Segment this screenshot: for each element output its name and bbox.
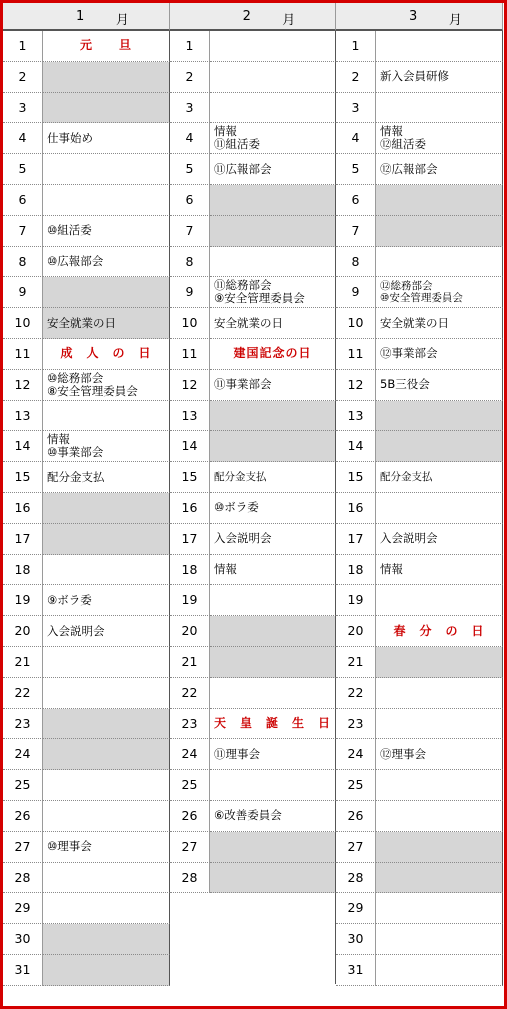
event-text: ⑧安全管理委員会 <box>47 383 138 398</box>
event-cell[interactable] <box>210 216 336 247</box>
event-cell[interactable] <box>376 709 503 740</box>
event-text: 情報 <box>380 124 403 139</box>
day-number: 5 <box>170 154 210 185</box>
event-text: ⑩ボラ委 <box>214 500 259 515</box>
day-number: 20 <box>170 616 210 647</box>
event-text: 情報 <box>47 432 70 447</box>
event-text: ⑥改善委員会 <box>214 808 282 823</box>
event-cell[interactable] <box>376 462 503 493</box>
event-cell[interactable] <box>376 893 503 924</box>
day-number: 19 <box>336 585 376 616</box>
day-number: 5 <box>336 154 376 185</box>
event-text: ⑩安全管理委員会 <box>380 292 463 305</box>
day-number: 27 <box>170 832 210 863</box>
event-text: 配分金支払 <box>47 469 105 484</box>
day-number: 9 <box>3 277 43 308</box>
event-text: 安全就業の日 <box>214 315 283 330</box>
event-cell[interactable] <box>376 955 503 986</box>
day-number: 30 <box>336 924 376 955</box>
event-cell[interactable] <box>43 863 170 894</box>
month-label: 月 <box>282 13 296 28</box>
event-cell[interactable] <box>210 678 336 709</box>
day-number: 22 <box>3 678 43 709</box>
event-cell[interactable] <box>43 462 170 493</box>
event-text: 配分金支払 <box>214 471 267 484</box>
day-number: 18 <box>3 555 43 586</box>
event-cell[interactable] <box>210 401 336 432</box>
event-text: ⑩組活委 <box>47 223 92 238</box>
event-cell[interactable] <box>376 339 503 370</box>
event-cell[interactable] <box>43 185 170 216</box>
event-cell[interactable] <box>376 431 503 462</box>
event-cell[interactable] <box>43 678 170 709</box>
event-cell[interactable] <box>210 93 336 124</box>
event-text: ⑫事業部会 <box>380 346 438 361</box>
day-number: 7 <box>3 216 43 247</box>
event-text: 安全就業の日 <box>380 315 449 330</box>
month-header-3 <box>336 3 503 31</box>
holiday-label: 建国記念の日 <box>233 346 312 361</box>
event-cell[interactable] <box>210 647 336 678</box>
event-text: 入会説明会 <box>380 531 438 546</box>
day-number: 18 <box>336 555 376 586</box>
day-number: 11 <box>170 339 210 370</box>
event-cell[interactable] <box>43 801 170 832</box>
event-text: ⑪理事会 <box>214 746 260 761</box>
day-number: 14 <box>336 431 376 462</box>
event-cell[interactable] <box>210 493 336 524</box>
event-text: ⑩広報部会 <box>47 253 104 268</box>
event-cell[interactable] <box>43 93 170 124</box>
day-number: 20 <box>3 616 43 647</box>
day-number: 17 <box>170 524 210 555</box>
event-cell[interactable] <box>43 216 170 247</box>
day-number: 19 <box>170 585 210 616</box>
day-number: 14 <box>3 431 43 462</box>
event-cell[interactable] <box>43 924 170 955</box>
event-text: ⑪事業部会 <box>214 377 272 392</box>
event-text: ⑩総務部会 <box>47 370 104 385</box>
event-cell[interactable] <box>376 31 503 62</box>
day-number: 23 <box>3 709 43 740</box>
day-number: 2 <box>336 62 376 93</box>
month-number: 2 <box>242 9 251 24</box>
event-cell[interactable] <box>376 924 503 955</box>
event-text: 情報 <box>214 561 237 576</box>
day-number: 8 <box>336 247 376 278</box>
event-cell[interactable] <box>43 893 170 924</box>
empty-days-area <box>170 893 336 983</box>
event-cell[interactable] <box>43 647 170 678</box>
event-cell[interactable] <box>43 31 170 62</box>
event-text: 入会説明会 <box>214 531 272 546</box>
day-number: 24 <box>3 739 43 770</box>
event-text: ⑩理事会 <box>47 839 92 854</box>
day-number: 28 <box>336 863 376 894</box>
day-number: 10 <box>3 308 43 339</box>
day-number: 9 <box>336 277 376 308</box>
event-cell[interactable] <box>43 524 170 555</box>
event-cell[interactable] <box>210 770 336 801</box>
event-cell[interactable] <box>43 493 170 524</box>
day-number: 13 <box>3 401 43 432</box>
day-number: 15 <box>3 462 43 493</box>
event-text: ⑨安全管理委員会 <box>214 291 305 306</box>
day-number: 26 <box>336 801 376 832</box>
event-cell[interactable] <box>376 678 503 709</box>
event-cell[interactable] <box>43 154 170 185</box>
event-cell[interactable] <box>210 863 336 894</box>
day-number: 12 <box>170 370 210 401</box>
event-cell[interactable] <box>43 832 170 863</box>
event-cell[interactable] <box>210 585 336 616</box>
holiday-label: 成 人 の 日 <box>60 346 152 361</box>
event-cell[interactable] <box>376 801 503 832</box>
event-text: ⑫広報部会 <box>380 161 438 176</box>
event-cell[interactable] <box>210 801 336 832</box>
day-number: 8 <box>3 247 43 278</box>
event-cell[interactable] <box>376 247 503 278</box>
day-number: 10 <box>336 308 376 339</box>
day-number: 21 <box>3 647 43 678</box>
event-text: 仕事始め <box>47 130 93 145</box>
month-number: 3 <box>409 9 418 24</box>
day-number: 2 <box>170 62 210 93</box>
event-cell[interactable] <box>376 401 503 432</box>
event-cell[interactable] <box>376 62 503 93</box>
day-number: 15 <box>336 462 376 493</box>
day-number: 27 <box>3 832 43 863</box>
day-number: 16 <box>3 493 43 524</box>
day-number: 1 <box>170 31 210 62</box>
day-number: 29 <box>336 893 376 924</box>
event-cell[interactable] <box>43 431 170 462</box>
event-cell[interactable] <box>43 739 170 770</box>
event-cell[interactable] <box>376 524 503 555</box>
day-number: 1 <box>336 31 376 62</box>
day-number: 14 <box>170 431 210 462</box>
event-cell[interactable] <box>210 247 336 278</box>
day-number: 25 <box>3 770 43 801</box>
event-cell[interactable] <box>210 62 336 93</box>
day-number: 11 <box>336 339 376 370</box>
event-cell[interactable] <box>43 247 170 278</box>
event-text: ⑫組活委 <box>380 137 426 152</box>
day-number: 25 <box>170 770 210 801</box>
event-cell[interactable] <box>43 123 170 154</box>
day-number: 21 <box>170 647 210 678</box>
event-text: ⑪広報部会 <box>214 161 272 176</box>
event-text: 情報 <box>380 561 403 576</box>
event-cell[interactable] <box>210 370 336 401</box>
event-cell[interactable] <box>210 616 336 647</box>
event-cell[interactable] <box>376 647 503 678</box>
day-number: 26 <box>3 801 43 832</box>
event-cell[interactable] <box>43 555 170 586</box>
day-number: 23 <box>170 709 210 740</box>
event-cell[interactable] <box>210 555 336 586</box>
holiday-label: 元 旦 <box>79 38 132 53</box>
event-cell[interactable] <box>376 555 503 586</box>
day-number: 4 <box>3 123 43 154</box>
day-number: 26 <box>170 801 210 832</box>
day-number: 22 <box>170 678 210 709</box>
event-text: ⑫総務部会 <box>380 280 433 293</box>
day-number: 22 <box>336 678 376 709</box>
day-number: 15 <box>170 462 210 493</box>
day-number: 28 <box>3 863 43 894</box>
day-number: 13 <box>336 401 376 432</box>
event-text: 5B三役会 <box>380 377 430 392</box>
event-cell[interactable] <box>43 277 170 308</box>
day-number: 6 <box>170 185 210 216</box>
event-cell[interactable] <box>210 431 336 462</box>
event-cell[interactable] <box>376 585 503 616</box>
event-cell[interactable] <box>43 770 170 801</box>
day-number: 12 <box>336 370 376 401</box>
month-header-1 <box>3 3 170 31</box>
event-cell[interactable] <box>376 832 503 863</box>
event-cell[interactable] <box>210 339 336 370</box>
event-cell[interactable] <box>210 277 336 308</box>
day-number: 16 <box>170 493 210 524</box>
event-cell[interactable] <box>210 462 336 493</box>
month-number: 1 <box>76 9 85 24</box>
event-cell[interactable] <box>43 339 170 370</box>
day-number: 23 <box>336 709 376 740</box>
event-cell[interactable] <box>376 123 503 154</box>
day-number: 27 <box>336 832 376 863</box>
day-number: 9 <box>170 277 210 308</box>
event-text: ⑫理事会 <box>380 746 426 761</box>
day-number: 7 <box>170 216 210 247</box>
day-number: 10 <box>170 308 210 339</box>
month-header-2 <box>170 3 336 31</box>
event-cell[interactable] <box>43 709 170 740</box>
day-number: 5 <box>3 154 43 185</box>
event-cell[interactable] <box>210 185 336 216</box>
event-cell[interactable] <box>210 524 336 555</box>
day-number: 16 <box>336 493 376 524</box>
event-cell[interactable] <box>376 739 503 770</box>
event-text: 配分金支払 <box>380 471 433 484</box>
day-number: 3 <box>170 93 210 124</box>
event-cell[interactable] <box>376 185 503 216</box>
event-text: ⑨ボラ委 <box>47 592 92 607</box>
event-cell[interactable] <box>210 154 336 185</box>
day-number: 29 <box>3 893 43 924</box>
day-number: 11 <box>3 339 43 370</box>
day-number: 7 <box>336 216 376 247</box>
event-cell[interactable] <box>376 308 503 339</box>
event-cell[interactable] <box>210 832 336 863</box>
event-text: ⑪組活委 <box>214 137 260 152</box>
day-number: 17 <box>3 524 43 555</box>
event-cell[interactable] <box>376 93 503 124</box>
day-number: 31 <box>3 955 43 986</box>
event-text: 情報 <box>214 124 237 139</box>
event-cell[interactable] <box>376 216 503 247</box>
day-number: 1 <box>3 31 43 62</box>
day-number: 6 <box>336 185 376 216</box>
day-number: 4 <box>336 123 376 154</box>
day-number: 28 <box>170 863 210 894</box>
event-cell[interactable] <box>376 154 503 185</box>
event-cell[interactable] <box>210 31 336 62</box>
event-cell[interactable] <box>210 739 336 770</box>
event-cell[interactable] <box>43 585 170 616</box>
event-cell[interactable] <box>43 370 170 401</box>
day-number: 18 <box>170 555 210 586</box>
day-number: 30 <box>3 924 43 955</box>
day-number: 17 <box>336 524 376 555</box>
day-number: 4 <box>170 123 210 154</box>
holiday-label: 春 分 の 日 <box>393 623 485 638</box>
day-number: 3 <box>336 93 376 124</box>
day-number: 19 <box>3 585 43 616</box>
event-text: 安全就業の日 <box>47 315 116 330</box>
day-number: 3 <box>3 93 43 124</box>
event-cell[interactable] <box>376 493 503 524</box>
day-number: 24 <box>170 739 210 770</box>
day-number: 6 <box>3 185 43 216</box>
event-text: 入会説明会 <box>47 623 105 638</box>
day-number: 25 <box>336 770 376 801</box>
day-number: 20 <box>336 616 376 647</box>
day-number: 24 <box>336 739 376 770</box>
event-cell[interactable] <box>43 401 170 432</box>
event-cell[interactable] <box>376 863 503 894</box>
event-text: ⑪総務部会 <box>214 278 272 293</box>
event-text: 新入会員研修 <box>380 69 449 84</box>
event-text: ⑩事業部会 <box>47 445 104 460</box>
event-cell[interactable] <box>210 123 336 154</box>
day-number: 31 <box>336 955 376 986</box>
day-number: 12 <box>3 370 43 401</box>
event-cell[interactable] <box>43 616 170 647</box>
month-label: 月 <box>448 13 462 28</box>
event-cell[interactable] <box>376 277 503 308</box>
day-number: 2 <box>3 62 43 93</box>
event-cell[interactable] <box>376 370 503 401</box>
event-cell[interactable] <box>43 62 170 93</box>
day-number: 21 <box>336 647 376 678</box>
event-cell[interactable] <box>43 955 170 986</box>
event-cell[interactable] <box>210 308 336 339</box>
event-cell[interactable] <box>376 616 503 647</box>
day-number: 13 <box>170 401 210 432</box>
holiday-label: 天 皇 誕 生 日 <box>213 715 331 730</box>
event-cell[interactable] <box>210 709 336 740</box>
month-label: 月 <box>115 13 129 28</box>
day-number: 8 <box>170 247 210 278</box>
event-cell[interactable] <box>376 770 503 801</box>
event-cell[interactable] <box>43 308 170 339</box>
